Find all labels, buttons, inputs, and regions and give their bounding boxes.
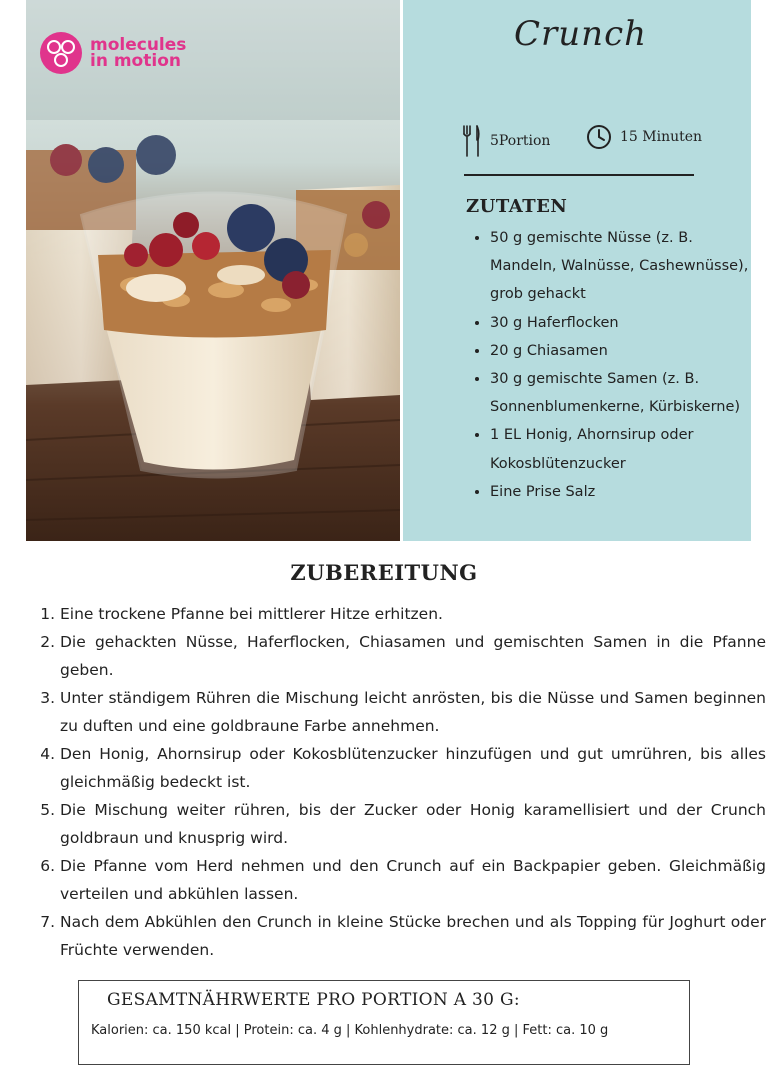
brand-logo <box>38 30 186 76</box>
brand-name <box>90 37 186 69</box>
step-item: 4. Den Honig, Ahornsirup oder Kokosblütenzucker hinzufügen und gut umrühren, bis alles gleichmäßig bedeckt ist. <box>60 740 766 796</box>
list-item: • 30 g gemischte Samen (z. B. Sonnenblumenkerne, Kürbiskerne) <box>490 365 755 421</box>
recipe-photo <box>26 0 400 541</box>
nutrition-box <box>78 980 690 1065</box>
step-item: 2. Die gehackten Nüsse, Haferflocken, Chiasamen und gemischten Samen in die Pfanne geben. <box>60 628 766 684</box>
recipe-title: Crunch <box>514 14 648 54</box>
fork-knife-icon <box>462 124 482 158</box>
ingredients-list <box>470 224 755 506</box>
parfait-illustration <box>26 0 400 541</box>
panel-divider <box>464 174 694 176</box>
list-item: • 30 g Haferflocken <box>490 309 755 337</box>
step-item: 6. Die Pfanne vom Herd nehmen und den Crunch auf ein Backpapier geben. Gleichmäßig verteilen und abkühlen lassen. <box>60 852 766 908</box>
brand-line-2: in motion <box>90 51 181 71</box>
molecule-logo-icon <box>38 30 84 76</box>
list-item: • 20 g Chiasamen <box>490 337 755 365</box>
list-item: • 50 g gemischte Nüsse (z. B. Mandeln, Walnüsse, Cashewnüsse), grob gehackt <box>490 224 755 309</box>
time-info <box>586 124 702 150</box>
list-item: • 1 EL Honig, Ahornsirup oder Kokosblütenzucker <box>490 421 755 477</box>
step-item: 7. Nach dem Abkühlen den Crunch in kleine Stücke brechen und als Topping für Joghurt oder Früchte verwenden. <box>60 908 766 964</box>
portion-label: 5Portion <box>490 133 551 149</box>
brand-line-1: molecules <box>90 35 187 55</box>
clock-icon <box>586 124 612 150</box>
step-item: 5. Die Mischung weiter rühren, bis der Zucker oder Honig karamellisiert und der Crunch goldbraun und knusprig wird. <box>60 796 766 852</box>
time-label: 15 Minuten <box>620 129 703 145</box>
portion-info <box>462 124 550 158</box>
step-item: 3. Unter ständigem Rühren die Mischung leicht anrösten, bis die Nüsse und Samen beginnen zu duften und eine goldbraune Farbe annehmen. <box>60 684 766 740</box>
preparation-heading: ZUBEREITUNG <box>290 560 478 585</box>
preparation-steps <box>38 600 766 964</box>
step-item: 1. Eine trockene Pfanne bei mittlerer Hitze erhitzen. <box>60 600 766 628</box>
list-item: • Eine Prise Salz <box>490 478 755 506</box>
nutrition-values: Kalorien: ca. 150 kcal | Protein: ca. 4 g | Kohlenhydrate: ca. 12 g | Fett: ca. 10 g <box>91 1023 609 1038</box>
ingredients-heading: ZUTATEN <box>466 196 568 217</box>
nutrition-heading: GESAMTNÄHRWERTE PRO PORTION A 30 G: <box>107 990 520 1010</box>
